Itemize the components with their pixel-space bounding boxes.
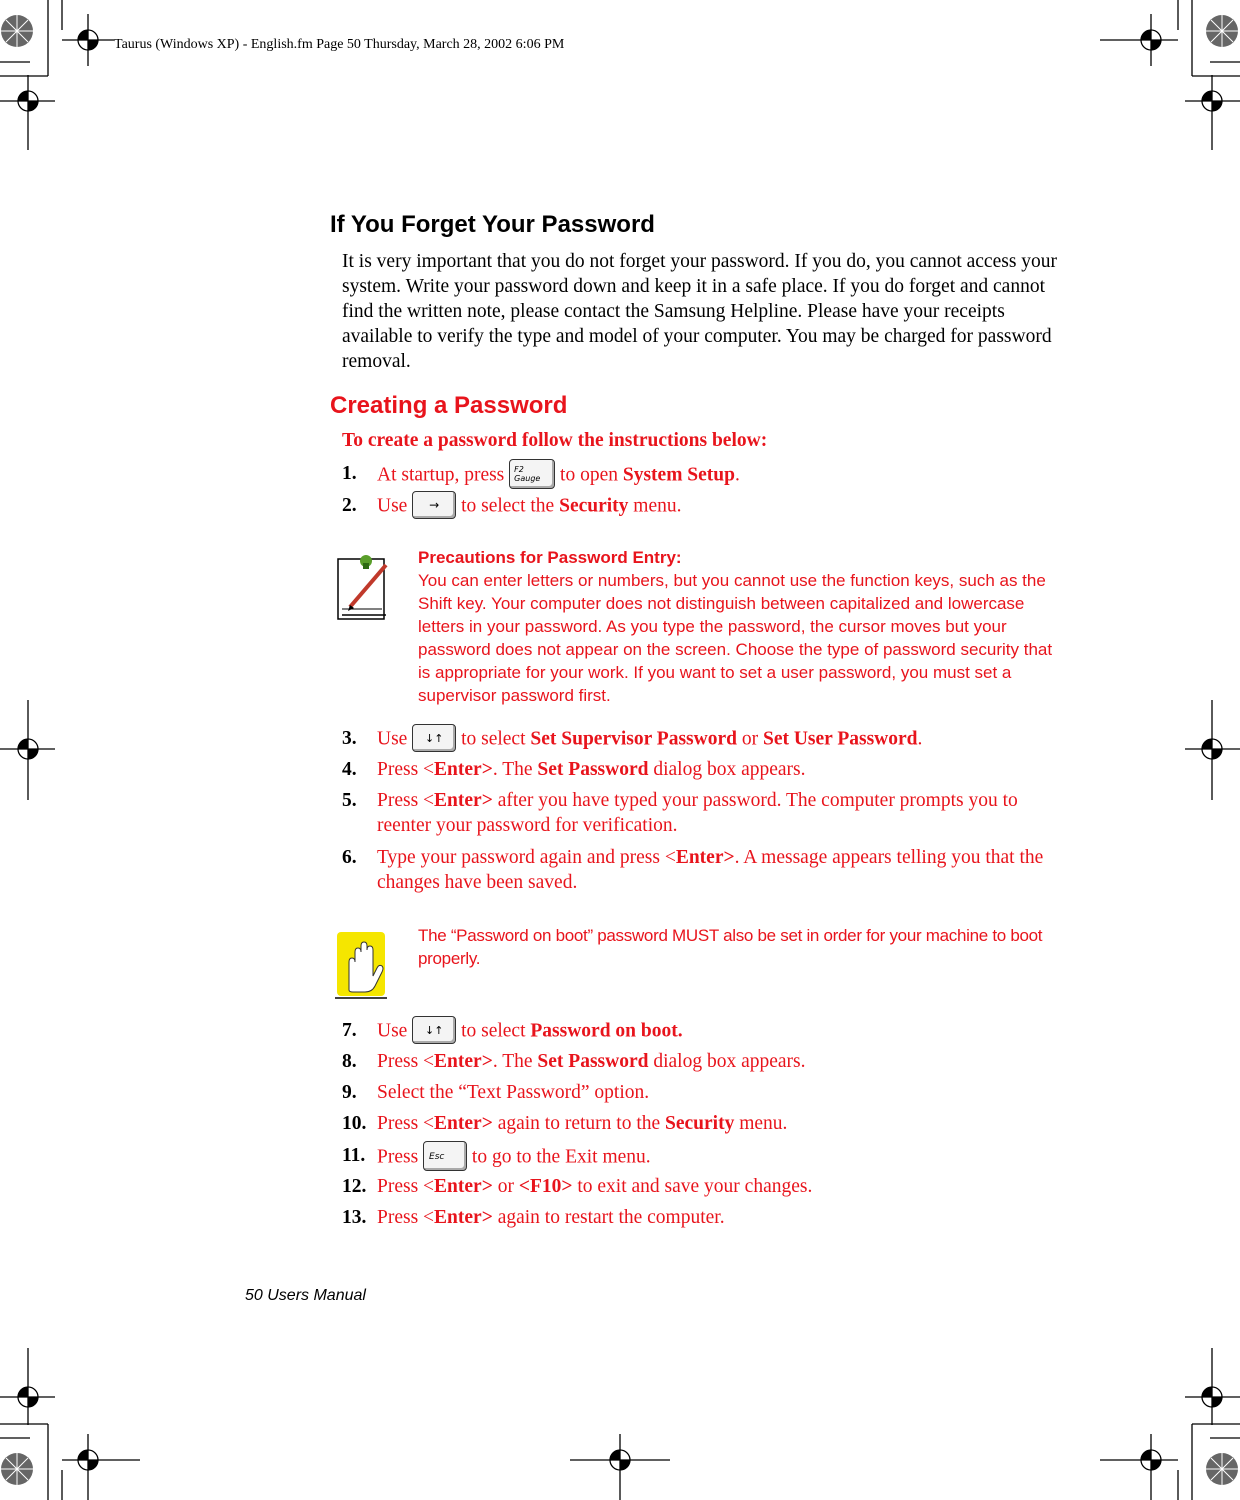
page-footer: 50 Users Manual [245,1287,366,1304]
step-6: 6. Type your password again and press <Enter>. A message appears telling you that the changes have been saved. [342,847,1044,893]
step-13: 13. Press <Enter> again to restart the computer. [342,1207,725,1228]
step-4: 4. Press <Enter>. The Set Password dialog box appears. [342,759,806,780]
section-title-forget-password: If You Forget Your Password [330,211,655,238]
instructions-lead: To create a password follow the instructions below: [342,430,768,451]
step-7: 7. Use ↓↑ to select Password on boot. [342,1018,1058,1046]
step-8: 8. Press <Enter>. The Set Password dialog box appears. [342,1051,806,1072]
up-down-key-icon: ↓↑ [412,724,456,752]
caution-hand-icon [335,930,389,1000]
esc-key-icon: Esc [423,1141,467,1171]
step-10: 10. Press <Enter> again to return to the Security menu. [342,1113,788,1134]
step-3: 3. Use ↓↑ to select Set Supervisor Password or Set User Password. [342,726,1058,754]
section-title-creating-password: Creating a Password [330,392,568,419]
f2-key-icon: F2 Gauge [509,459,555,489]
right-arrow-key-icon: → [412,491,456,519]
print-header: Taurus (Windows XP) - English.fm Page 50 Thursday, March 28, 2002 6:06 PM [114,37,565,52]
forget-password-paragraph: It is very important that you do not forget your password. If you do, you cannot access your system. Write your password down and keep it in a safe place. If you do forget and cannot find the written note, please contact the Samsung Helpline. Please have your receipts available to verify the type and model of your computer. You may be charged for password removal. [342,251,1058,372]
step-2: 2. Use → to select the Security menu. [342,493,1058,521]
up-down-key-icon: ↓↑ [412,1016,456,1044]
step-1: 1. At startup, press F2 Gauge to open System Setup. [342,461,1058,491]
step-11: 11. Press Esc to go to the Exit menu. [342,1143,1058,1173]
note-password-precautions: Precautions for Password Entry: You can enter letters or numbers, but you cannot use the function keys, such as the Shift key. Your computer does not distinguish between capitalized and lowercase letters in your password. As you type the password, the cursor moves but your password does not appear on the screen. Choose the type of password security that is appropriate for your work. If you want to set a user password, you must set a supervisor password first. [418,548,1053,705]
notepad-pencil-icon [336,553,392,623]
step-5: 5. Press <Enter> after you have typed your password. The computer prompts you to reenter your password for verification. [342,790,1018,836]
note-password-on-boot: The “Password on boot” password MUST also be set in order for your machine to boot properly. [418,926,1043,968]
step-12: 12. Press <Enter> or <F10> to exit and save your changes. [342,1176,813,1197]
step-9: 9. Select the “Text Password” option. [342,1082,650,1103]
